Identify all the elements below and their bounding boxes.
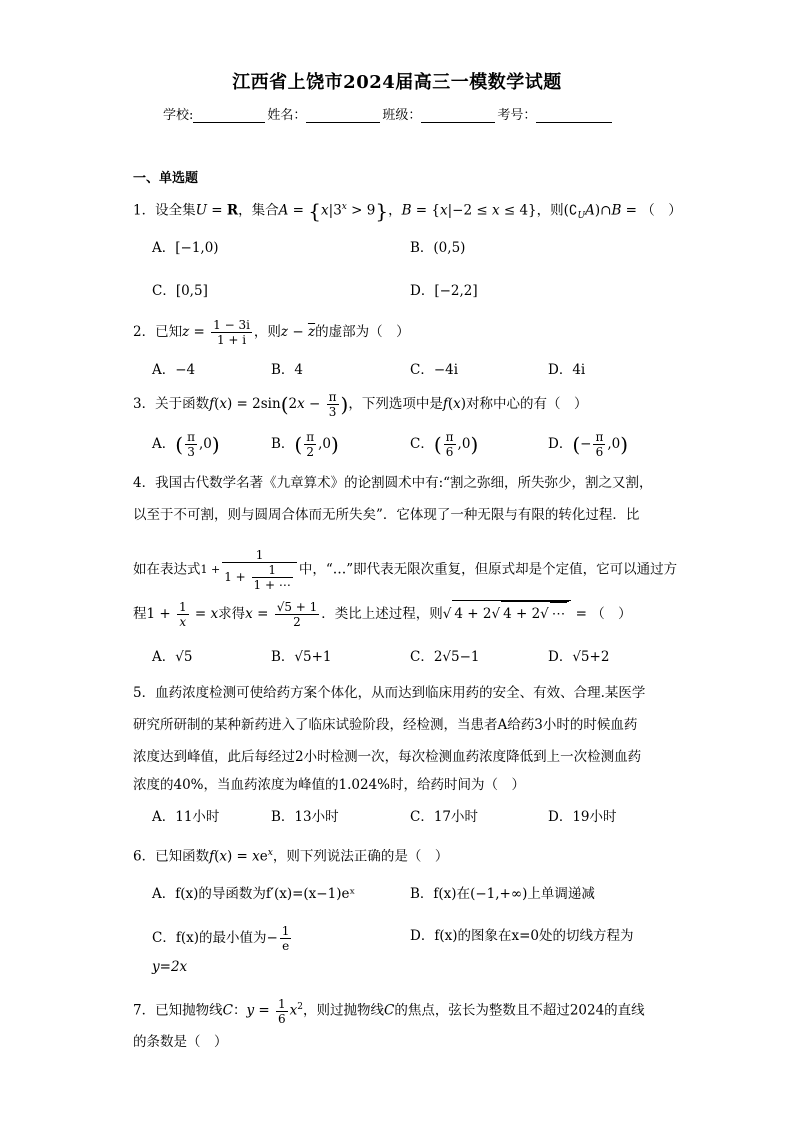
q2-option-b[interactable]: B．4 [271,362,304,378]
name-blank[interactable] [306,109,380,123]
question-6: 6．已知函数$f(x) = xe^x$，则下列说法正确的是（ ） [133,848,449,865]
class-label: 班级： [382,108,422,123]
q6-option-a[interactable]: A．f(x)的导函数为f′(x)=(x−1)eˣ [152,886,356,902]
q6-option-d-continued: y=2x [152,959,188,975]
q3-option-c[interactable]: C．( $\frac{\pi}{6}$ ,0) [410,430,479,459]
question-5-line-3: 浓度达到峰值，此后每经过2小时检测一次，每次检测血药浓度降低到上一次检测血药 [133,749,642,765]
q4-option-a[interactable]: A．√5 [152,649,193,665]
question-7-line-2: 的条数是（ ） [133,1034,228,1050]
question-4-line-4: 程1 + $\frac{1}{x}$ = x求得x = $\frac{√5 + 1}{2}$ ．类比上述过程，则√ 4 + 2√ 4 + 2√ ⋯ = （ ） [133,600,632,629]
page-title: 江西省上饶市2024届高三一模数学试题 [232,72,562,93]
q6-option-b[interactable]: B．f(x)在(−1,+∞)上单调递减 [410,886,595,902]
q5-option-c[interactable]: C．17小时 [410,809,479,825]
section-heading: 一、单选题 [133,171,199,186]
q1-option-d[interactable]: D．[−2,2] [410,283,478,299]
question-5-line-1: 5．血药浓度检测可使给药方案个体化，从而达到临床用药的安全、有效、合理.某医学 [133,685,646,701]
q3-option-b[interactable]: B．( $\frac{\pi}{2}$ ,0) [271,430,339,459]
question-5-line-2: 研究所研制的某种新药进入了临床试验阶段，经检测，当患者A给药3小时的时候血药 [133,717,638,733]
q5-option-d[interactable]: D．19小时 [548,809,617,825]
question-1: 1．设全集U = R，集合$A = \{x|3^x > 9\}$，B = {x|−2 ≤ x ≤ 4}，则$(∁_UA)\cap B$ = （ ） [133,199,682,223]
question-3: 3．关于函数f(x) = 2sin(2x − $\frac{\pi}{3}$ )，下列选项中是f(x)对称中心的有（ ） [133,390,588,419]
q2-option-c[interactable]: C．−4i [410,362,459,378]
class-blank[interactable] [421,109,495,123]
question-5-line-4: 浓度的40%，当血药浓度为峰值的1.024%时，给药时间为（ ） [133,777,525,793]
q2-option-a[interactable]: A．−4 [152,362,196,378]
q4-option-c[interactable]: C．2√5−1 [410,649,480,665]
q5-option-b[interactable]: B．13小时 [271,809,339,825]
q1-option-b[interactable]: B．(0,5) [410,240,466,256]
q4-option-b[interactable]: B．√5+1 [271,649,332,665]
q4-option-d[interactable]: D．√5+2 [548,649,610,665]
q3-option-a[interactable]: A．( $\frac{\pi}{3}$ ,0) [152,430,220,459]
question-2: 2．已知z = $\frac{1 - 3i}{1 + i}$ ，则$z - \overline{z}$的虚部为（ ） [133,318,410,347]
q1-option-a[interactable]: A．[−1,0) [152,240,219,256]
q3-option-d[interactable]: D．(− $\frac{\pi}{6}$ ,0) [548,430,629,459]
name-label: 姓名： [267,108,307,123]
q6-option-d[interactable]: D．f(x)的图象在x=0处的切线方程为 [410,928,634,944]
question-7: 7．已知抛物线C：y = $\frac{1}{6}$ $x^2$，则过抛物线C的焦点，弦长为整数且不超过2024的直线 [133,996,645,1026]
question-4-line-3: 如在表达式1 + 1 1 + $\frac{1}{1 + \cdots}$ 中，“…”即代表无限次重复，但原式却是个定值，它可以通过方 [133,548,678,592]
q1-option-c[interactable]: C．[0,5] [152,283,208,299]
exam-no-blank[interactable] [536,109,612,123]
school-label: 学校: [163,108,194,123]
exam-no-label: 考号： [497,108,537,123]
q6-option-c[interactable]: C．f(x)的最小值为− $\frac{1}{e}$ [152,924,290,953]
q2-option-d[interactable]: D．4i [548,362,586,378]
question-4-line-1: 4．我国古代数学名著《九章算术》的论割圆术中有:“割之弥细，所失弥少，割之又割， [133,475,653,491]
q5-option-a[interactable]: A．11小时 [152,809,220,825]
school-blank[interactable] [193,109,265,123]
question-4-line-2: 以至于不可割，则与圆周合体而无所失矣”．它体现了一种无限与有限的转化过程．比 [133,507,640,523]
student-info-row [163,104,614,123]
